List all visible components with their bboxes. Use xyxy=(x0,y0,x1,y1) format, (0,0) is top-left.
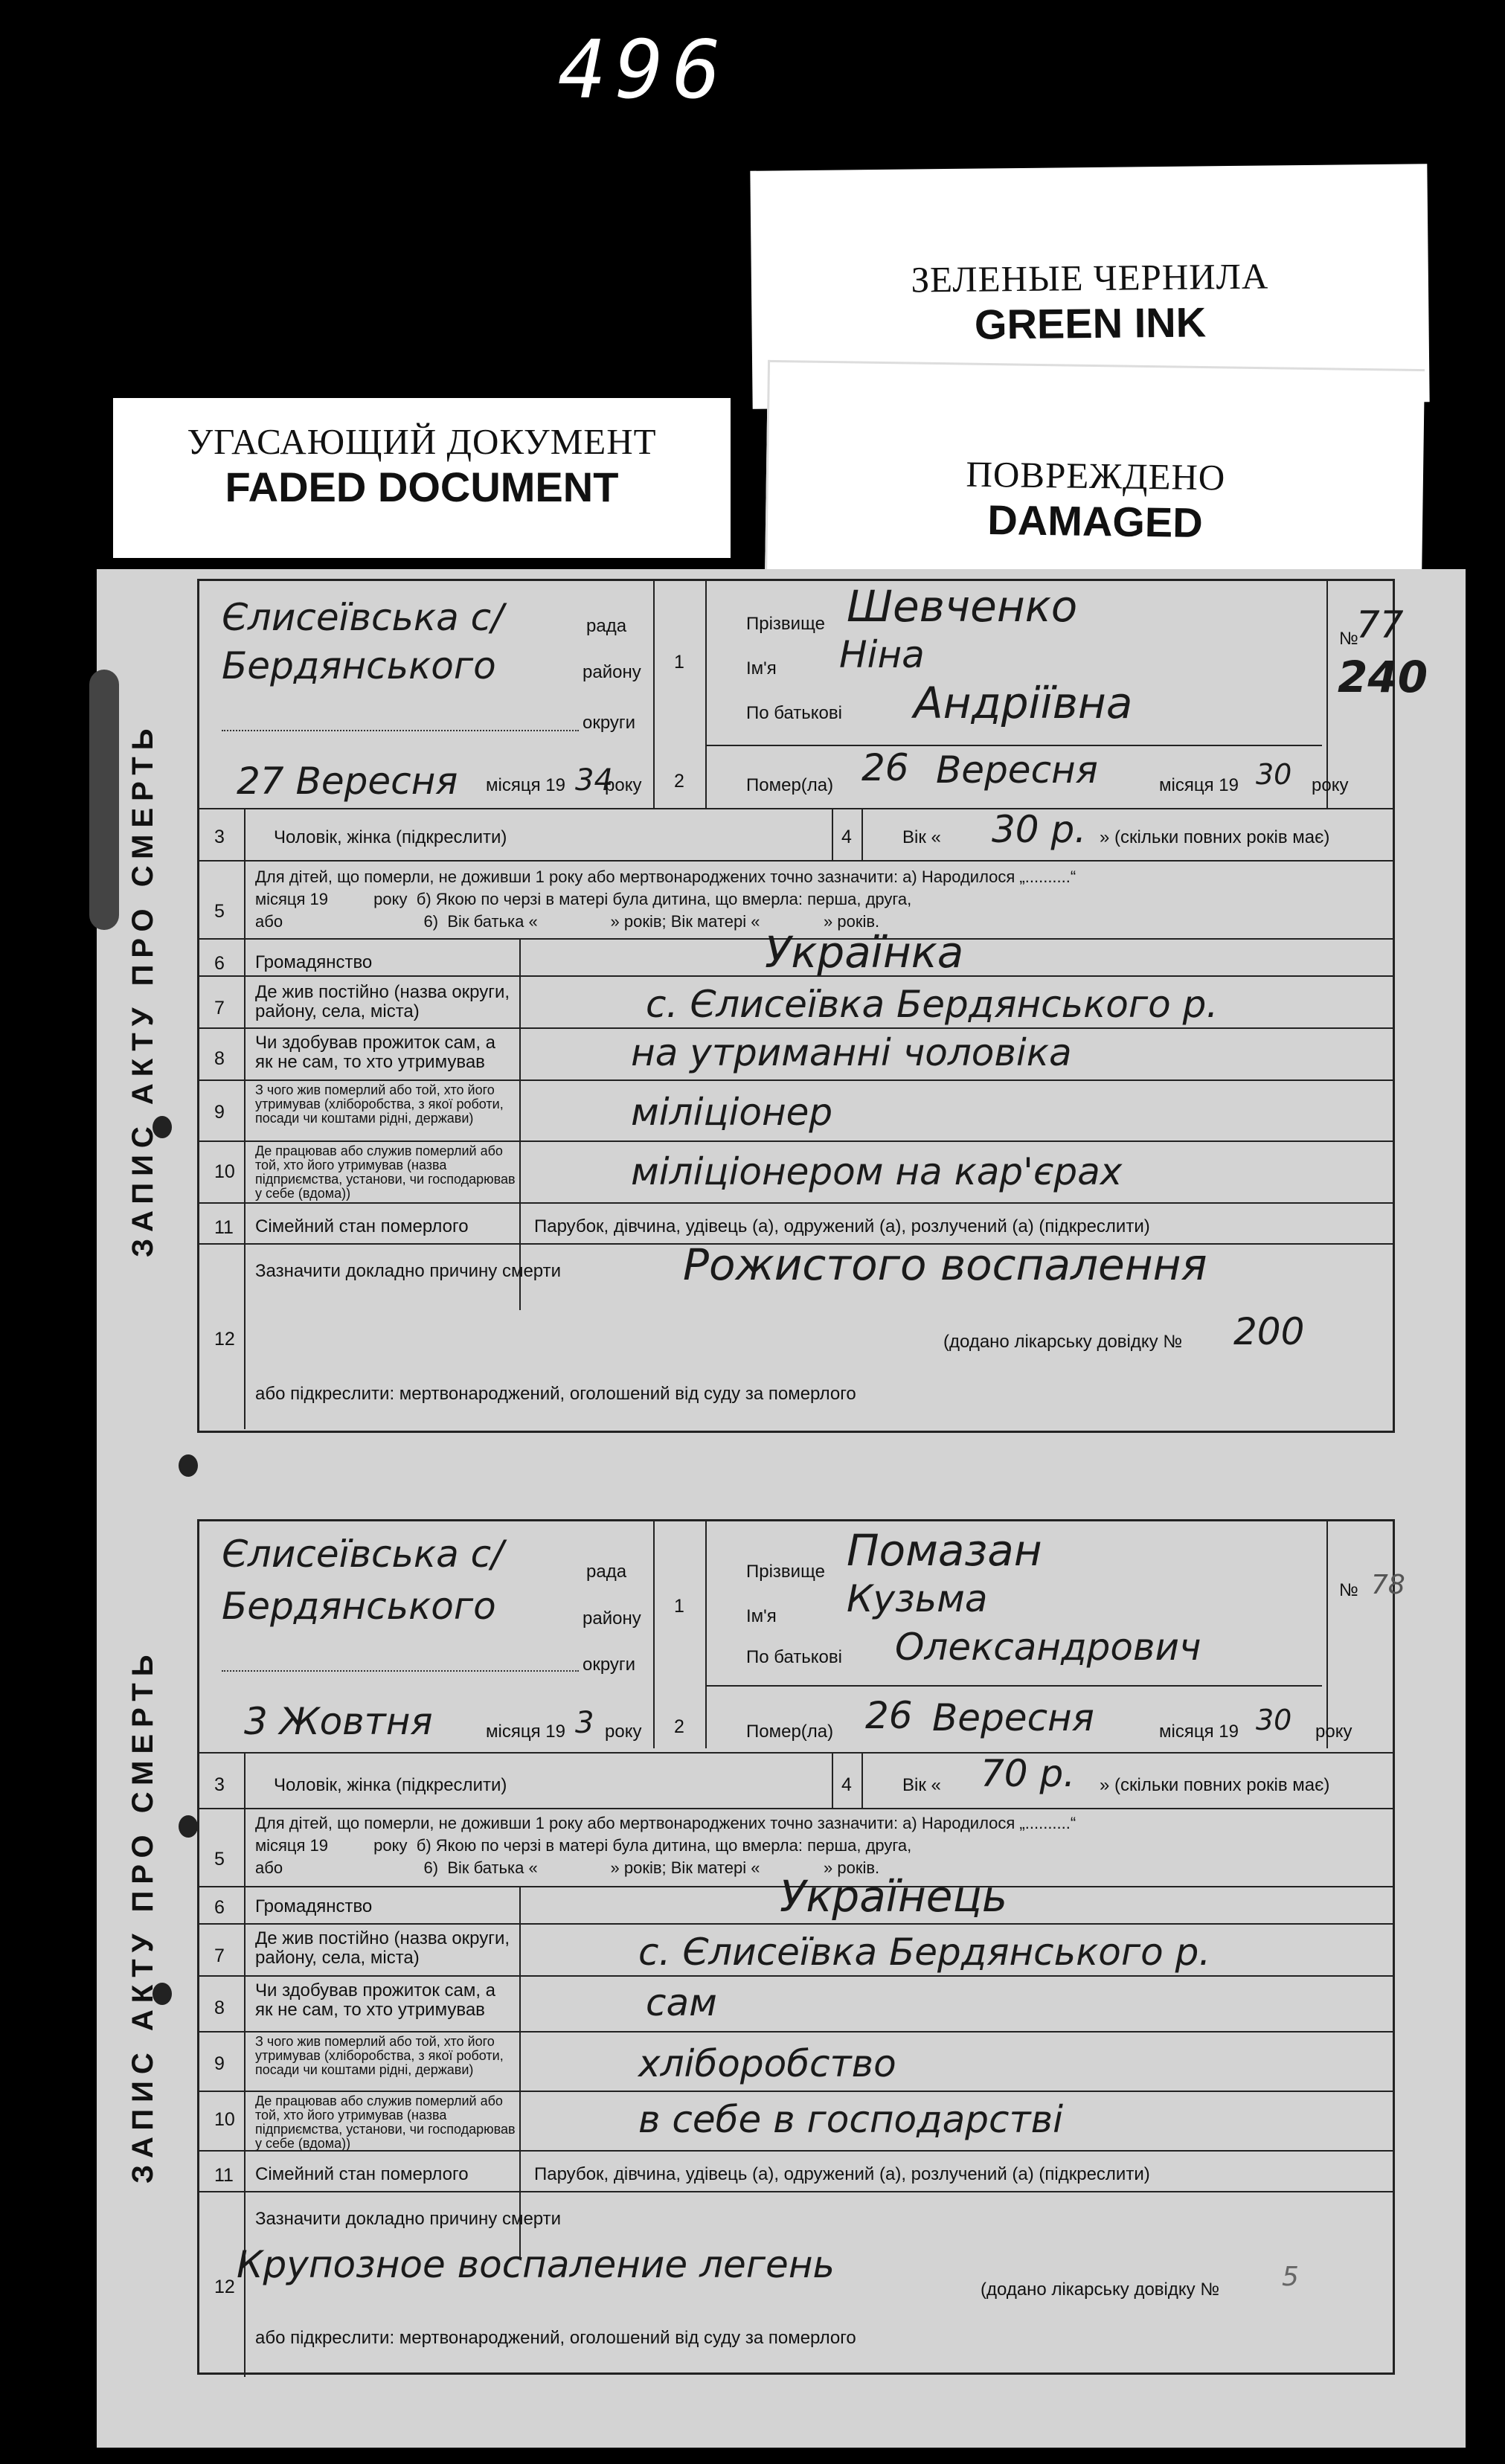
row5-line-a: Для дітей, що померли, не доживши 1 року або мертвонароджених точно зазначити: а) Народилося „..........“ xyxy=(255,1814,1076,1832)
cert-label: (додано лікарську довідку № xyxy=(943,1332,1183,1352)
row-number: 3 xyxy=(214,1774,225,1795)
citizenship-value: Українець xyxy=(780,1871,1008,1922)
divider xyxy=(832,808,833,860)
died-month: Вересня xyxy=(936,748,1098,792)
name-value: Кузьма xyxy=(847,1577,988,1620)
number-value: 78 xyxy=(1371,1570,1405,1600)
died-label: Помер(ла) xyxy=(746,775,834,795)
residence-label: Де жив постійно (назва округи, району, села, міста) xyxy=(255,982,510,1021)
rada-label: рада xyxy=(586,1562,627,1582)
row5-line-c: або 6) Вік батька « » років; Вік матері « » років. xyxy=(255,912,880,931)
residence-value: с. Єлисеївка Бердянського р. xyxy=(646,983,1219,1026)
faded-tag xyxy=(113,398,731,558)
row-number: 6 xyxy=(214,1897,225,1918)
died-year-label: року xyxy=(1312,775,1349,795)
occupation-value: міліціонер xyxy=(631,1091,833,1134)
reg-year-value: 34 xyxy=(575,763,613,798)
reg-month-label: місяця 19 xyxy=(486,1722,565,1742)
damaged-tag xyxy=(765,360,1425,587)
row5-line-c: або 6) Вік батька « » років; Вік матері « » років. xyxy=(255,1858,880,1877)
number-value: 77 xyxy=(1356,603,1404,647)
row-number: 6 xyxy=(214,953,225,974)
cause-value: Рожистого воспалення xyxy=(683,1239,1207,1290)
row-number: 8 xyxy=(214,1998,225,2018)
row-number: 2 xyxy=(674,1716,684,1737)
registration-date: 27 Вересня xyxy=(237,760,458,803)
stillborn-label: або підкреслити: мертвонароджений, оголошений від суду за померлого xyxy=(255,1384,856,1404)
green-ink-ru: ЗЕЛЕНЫЕ ЧЕРНИЛА xyxy=(911,255,1269,301)
okrug-line xyxy=(222,1670,579,1672)
cause-value: Крупозное воспаление легень xyxy=(237,2243,835,2286)
cause-label: Зазначити докладно причину смерти xyxy=(255,1261,562,1281)
row-divider xyxy=(199,2191,1393,2192)
row-divider xyxy=(199,860,1393,862)
reg-year-value: 3 xyxy=(575,1706,594,1740)
died-year-label: року xyxy=(1315,1722,1352,1742)
patronymic-value: Андріївна xyxy=(914,678,1133,728)
age-tail-label: » (скільки повних років має) xyxy=(1100,1775,1330,1795)
row-number: 5 xyxy=(214,901,225,922)
row-divider xyxy=(199,975,1393,977)
row-number: 1 xyxy=(674,652,684,673)
occupation-label: З чого жив померлий або той, хто його утримував (хліборобства, з якої роботи, посади чи коштами рідні, держави) xyxy=(255,1082,504,1126)
damaged-en: DAMAGED xyxy=(987,495,1204,547)
row-number: 1 xyxy=(674,1596,684,1617)
workplace-value: в себе в господарстві xyxy=(638,2098,1064,2141)
row-number: 12 xyxy=(214,2277,235,2297)
row-divider xyxy=(199,1079,1393,1081)
sex-label: Чоловік, жінка (підкреслити) xyxy=(274,827,507,847)
row-number: 7 xyxy=(214,998,225,1018)
divider xyxy=(861,1752,863,1808)
row-number: 10 xyxy=(214,1161,235,1182)
faded-en: FADED DOCUMENT xyxy=(225,463,619,510)
citizenship-label: Громадянство xyxy=(255,952,373,972)
surname-label: Прізвище xyxy=(746,614,825,634)
age-label: Вік « xyxy=(902,1775,941,1795)
workplace-label: Де працював або служив померлий або той, хто його утримував (назва підприємства, установи, чи господарював у себе (вдома)) xyxy=(255,1143,516,1201)
died-month-label: місяця 19 xyxy=(1159,775,1239,795)
row-number: 11 xyxy=(214,2165,234,2186)
sex-label: Чоловік, жінка (підкреслити) xyxy=(274,1775,507,1795)
rada-value: Єлисеївська с/ xyxy=(222,1533,504,1576)
marital-options: Парубок, дівчина, удівець (а), одружений (а), розлучений (а) (підкреслити) xyxy=(534,2164,1150,2184)
number-label: № xyxy=(1339,1580,1358,1600)
livelihood-label: Чи здобував прожиток сам, а як не сам, то хто утримував xyxy=(255,1980,496,2020)
faded-ru: УГАСАЮЩИЙ ДОКУМЕНТ xyxy=(187,421,657,462)
row-number: 3 xyxy=(214,827,225,847)
raion-value: Бердянського xyxy=(222,1585,496,1628)
citizenship-label: Громадянство xyxy=(255,1896,373,1916)
died-month-label: місяця 19 xyxy=(1159,1722,1239,1742)
row-divider xyxy=(705,1685,1322,1687)
raion-label: району xyxy=(583,1608,641,1629)
row-number: 11 xyxy=(214,1217,234,1238)
name-label: Ім'я xyxy=(746,1606,777,1626)
occupation-value: хліборобство xyxy=(638,2042,896,2085)
surname-value: Помазан xyxy=(847,1525,1042,1576)
cert-label: (додано лікарську довідку № xyxy=(981,2279,1220,2300)
number-label: № xyxy=(1339,629,1358,649)
row-divider xyxy=(199,1202,1393,1204)
row-divider xyxy=(199,1140,1393,1142)
divider xyxy=(1326,1521,1328,1748)
row-divider xyxy=(199,808,1393,809)
divider xyxy=(519,938,521,1310)
rada-value: Єлисеївська с/ xyxy=(222,596,504,639)
row-divider xyxy=(199,2150,1393,2152)
row-divider xyxy=(705,745,1322,746)
record-side-title: ЗАПИС АКТУ ПРО СМЕРТЬ xyxy=(126,1648,159,2184)
reg-year-label: року xyxy=(605,775,642,795)
age-value: 70 р. xyxy=(981,1752,1076,1795)
died-year: 30 xyxy=(1256,1704,1292,1736)
row-number: 8 xyxy=(214,1048,225,1069)
raion-label: району xyxy=(583,662,641,682)
surname-label: Прізвище xyxy=(746,1562,825,1582)
archive-number: 496 xyxy=(558,24,731,117)
died-day: 26 xyxy=(861,746,909,789)
divider xyxy=(832,1752,833,1808)
registration-date: 3 Жовтня xyxy=(244,1700,433,1743)
workplace-value: міліціонером на кар'єрах xyxy=(631,1150,1123,1193)
workplace-label: Де працював або служив померлий або той, хто його утримував (назва підприємства, установи, чи господарював у себе (вдома)) xyxy=(255,2094,516,2151)
divider xyxy=(705,581,707,808)
patronymic-value: Олександрович xyxy=(895,1626,1201,1669)
livelihood-value: на утриманні чоловіка xyxy=(631,1031,1072,1074)
okrug-label: округи xyxy=(583,713,636,733)
row-divider xyxy=(199,2031,1393,2033)
divider xyxy=(705,1521,707,1748)
marital-options: Парубок, дівчина, удівець (а), одружений (а), розлучений (а) (підкреслити) xyxy=(534,1216,1150,1236)
divider xyxy=(653,1521,655,1748)
marital-label: Сімейний стан померлого xyxy=(255,2164,469,2184)
row-number: 9 xyxy=(214,2053,225,2074)
rada-label: рада xyxy=(586,616,627,636)
death-record-2 xyxy=(197,1519,1405,2375)
green-ink-en: GREEN INK xyxy=(974,298,1207,348)
residence-value: с. Єлисеївка Бердянського р. xyxy=(638,1931,1211,1974)
divider xyxy=(1326,581,1328,808)
row-divider xyxy=(199,1923,1393,1925)
divider xyxy=(653,581,655,808)
row-number: 7 xyxy=(214,1945,225,1966)
died-day: 26 xyxy=(865,1694,913,1737)
cert-value: 5 xyxy=(1282,2262,1299,2292)
record-side-title: ЗАПИС АКТУ ПРО СМЕРТЬ xyxy=(126,722,159,1257)
cause-label: Зазначити докладно причину смерти xyxy=(255,2209,562,2229)
patronymic-label: По батькові xyxy=(746,703,842,723)
stillborn-label: або підкреслити: мертвонароджений, оголошений від суду за померлого xyxy=(255,2328,856,2348)
livelihood-value: сам xyxy=(646,1981,717,2024)
citizenship-value: Українка xyxy=(765,927,964,978)
reg-month-label: місяця 19 xyxy=(486,775,565,795)
torn-edge xyxy=(89,670,119,930)
surname-value: Шевченко xyxy=(847,581,1078,632)
row-number: 2 xyxy=(674,771,684,792)
patronymic-label: По батькові xyxy=(746,1647,842,1667)
row-divider xyxy=(199,2091,1393,2092)
divider xyxy=(861,808,863,860)
marital-label: Сімейний стан померлого xyxy=(255,1216,469,1236)
row-number: 5 xyxy=(214,1849,225,1870)
okrug-label: округи xyxy=(583,1655,636,1675)
occupation-label: З чого жив померлий або той, хто його утримував (хліборобства, з якої роботи, посади чи коштами рідні, держави) xyxy=(255,2034,504,2077)
divider xyxy=(244,808,246,1429)
age-value: 30 р. xyxy=(992,808,1087,851)
row-number: 9 xyxy=(214,1102,225,1123)
livelihood-label: Чи здобував прожиток сам, а як не сам, то хто утримував xyxy=(255,1033,496,1072)
row-number: 4 xyxy=(841,827,852,847)
row-number: 4 xyxy=(841,1774,852,1795)
damaged-ru: ПОВРЕЖДЕНО xyxy=(966,453,1226,498)
row-divider xyxy=(199,1027,1393,1029)
died-month: Вересня xyxy=(932,1696,1094,1739)
row-number: 12 xyxy=(214,1329,235,1350)
died-label: Помер(ла) xyxy=(746,1722,834,1742)
name-label: Ім'я xyxy=(746,658,777,678)
age-tail-label: » (скільки повних років має) xyxy=(1100,827,1330,847)
row5-line-b: місяця 19 року б) Якою по черзі в матері була дитина, що вмерла: перша, друга, xyxy=(255,1836,912,1855)
punch-hole xyxy=(179,1454,198,1477)
death-record-1 xyxy=(197,579,1428,1433)
row-number: 10 xyxy=(214,2109,235,2130)
row-divider xyxy=(199,1808,1393,1809)
row-divider xyxy=(199,1752,1393,1754)
cert-value: 200 xyxy=(1233,1310,1305,1353)
row5-line-b: місяця 19 року б) Якою по черзі в матері була дитина, що вмерла: перша, друга, xyxy=(255,890,912,908)
divider xyxy=(519,1886,521,2258)
age-label: Вік « xyxy=(902,827,941,847)
reg-year-label: року xyxy=(605,1722,642,1742)
residence-label: Де жив постійно (назва округи, району, села, міста) xyxy=(255,1928,510,1968)
raion-value: Бердянського xyxy=(222,644,496,687)
died-year: 30 xyxy=(1256,758,1292,791)
number2-value: 240 xyxy=(1338,652,1428,702)
row-divider xyxy=(199,1975,1393,1977)
name-value: Ніна xyxy=(839,633,925,676)
row5-line-a: Для дітей, що померли, не доживши 1 року або мертвонароджених точно зазначити: а) Народилося „..........“ xyxy=(255,867,1076,886)
okrug-line xyxy=(222,730,579,731)
